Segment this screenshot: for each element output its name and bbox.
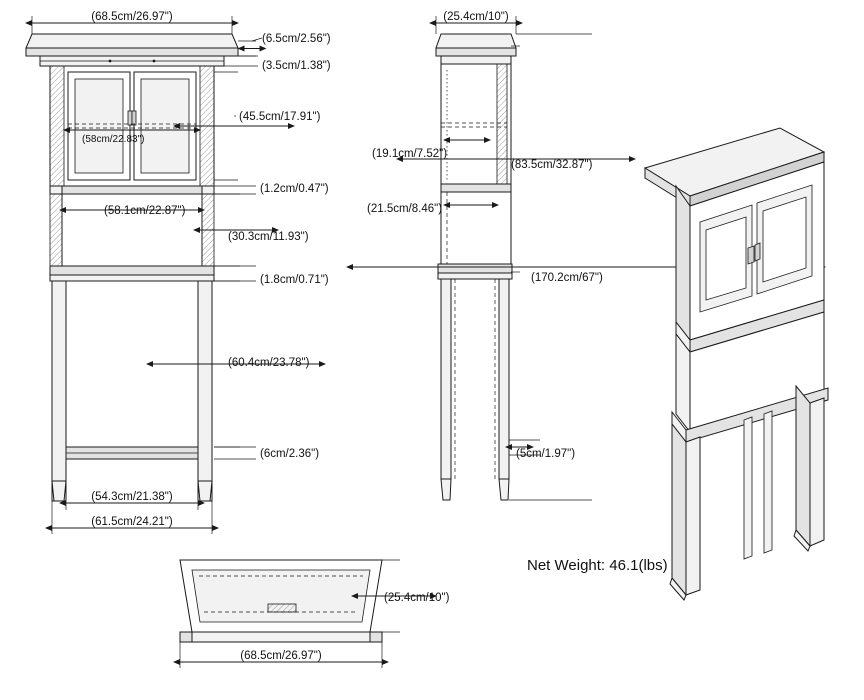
dim-shelf-thickness: (1.2cm/0.47") (260, 183, 329, 195)
dim-overall-depth: (25.4cm/10") (443, 11, 509, 23)
dim-top-rail-height: (3.5cm/1.38") (262, 60, 331, 72)
dim-door-opening-height: (45.5cm/17.91") (239, 111, 321, 123)
dim-divider-thickness: (1.8cm/0.71") (260, 274, 329, 286)
dim-lower-shelf-depth: (21.5cm/8.46") (367, 203, 443, 215)
dim-upper-shelf-depth: (19.1cm/7.52") (372, 148, 448, 160)
dim-outer-leg-span: (61.5cm/24.21") (91, 516, 173, 528)
dim-cabinet-body-height: (83.5cm/32.87") (511, 159, 593, 171)
dim-bottom-stretcher-height: (6cm/2.36") (260, 448, 320, 460)
dim-shelf-width: (68.5cm/26.97") (240, 650, 322, 662)
net-weight-label: Net Weight: 46.1(lbs) (527, 557, 668, 574)
dim-overall-height: (170.2cm/67") (531, 272, 603, 284)
dim-leg-clearance-height: (60.4cm/23.78") (228, 357, 310, 369)
perspective-view (645, 128, 828, 600)
dim-lower-opening-width: (58.1cm/22.87") (104, 205, 186, 217)
dim-inner-leg-span: (54.3cm/21.38") (91, 491, 173, 503)
dim-top-cornice-height: (6.5cm/2.56") (262, 33, 331, 45)
dim-shelf-depth: (25.4cm/10") (384, 592, 450, 604)
dim-overall-top-width: (68.5cm/26.97") (91, 11, 173, 23)
dim-leg-depth: (5cm/1.97") (516, 448, 576, 460)
dim-open-shelf-height: (30.3cm/11.93") (228, 231, 309, 243)
dim-door-opening-width: (58cm/22.83") (82, 134, 145, 145)
